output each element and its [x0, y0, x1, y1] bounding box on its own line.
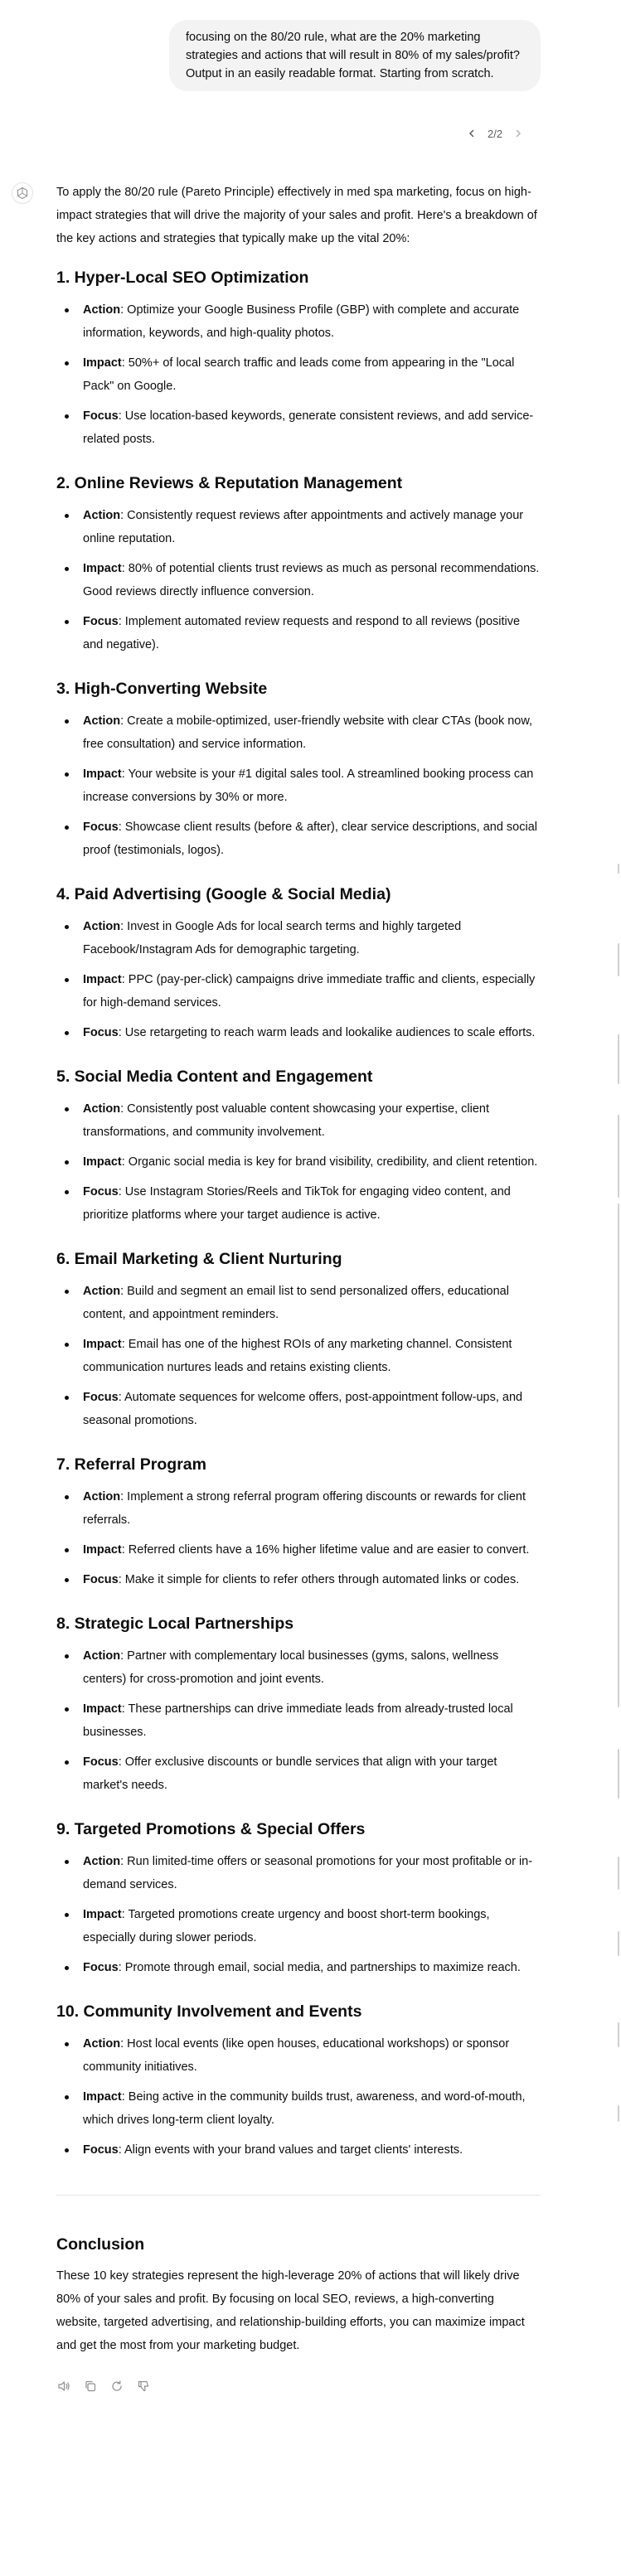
list-item — [56, 504, 541, 550]
item-label: Focus — [83, 1391, 119, 1404]
item-text: : Optimize your Google Business Profile (GBP) with complete and accurate information, keywords, and high-quality photos. — [83, 303, 520, 340]
list-item — [56, 1956, 541, 1979]
item-label: Action — [83, 1490, 121, 1503]
item-text: : Use Instagram Stories/Reels and TikTok for engaging video content, and prioritize platforms where your target audience is active. — [83, 1185, 511, 1222]
list-item — [56, 557, 541, 603]
assistant-logo-icon — [12, 182, 33, 204]
item-label: Impact — [83, 1908, 122, 1921]
item-text: : Use location-based keywords, generate consistent reviews, and add service-related posts. — [83, 409, 534, 446]
item-text: : Consistently request reviews after appointments and actively manage your online reputation. — [83, 509, 524, 545]
item-label: Action — [83, 1102, 121, 1116]
item-text: : 80% of potential clients trust reviews as much as personal recommendations. Good reviews directly influence conversion. — [83, 562, 540, 598]
chevron-left-icon[interactable] — [464, 126, 479, 141]
item-label: Impact — [83, 767, 122, 781]
strategy-section — [56, 1818, 541, 1979]
item-label: Focus — [83, 1573, 119, 1586]
item-text: : Consistently post valuable content showcasing your expertise, client transformations, and community involvement. — [83, 1102, 490, 1139]
item-text: : Make it simple for clients to refer others through automated links or codes. — [118, 1573, 520, 1586]
list-item — [56, 968, 541, 1014]
bullet-list — [56, 2032, 541, 2162]
item-text: : Promote through email, social media, and partnerships to maximize reach. — [118, 1961, 521, 1974]
item-text: : Partner with complementary local businesses (gyms, salons, wellness centers) for cross-promotion and joint events. — [83, 1649, 499, 1686]
list-item — [56, 1750, 541, 1797]
list-item — [56, 1150, 541, 1174]
item-text: : PPC (pay-per-click) campaigns drive immediate traffic and clients, especially for high-demand services. — [83, 973, 536, 1010]
item-label: Action — [83, 714, 121, 728]
list-item — [56, 816, 541, 862]
bullet-list — [56, 1644, 541, 1797]
bullet-list — [56, 1097, 541, 1227]
strategy-section — [56, 267, 541, 451]
item-label: Focus — [83, 1185, 119, 1198]
item-label: Impact — [83, 356, 122, 370]
strategy-section — [56, 1613, 541, 1797]
item-text: : Implement automated review requests and respond to all reviews (positive and negative). — [83, 615, 521, 651]
item-text: : Use retargeting to reach warm leads and lookalike audiences to scale efforts. — [118, 1026, 536, 1039]
bullet-list — [56, 1850, 541, 1979]
strategy-sections — [56, 267, 541, 2162]
item-label: Action — [83, 509, 121, 522]
bullet-list — [56, 915, 541, 1044]
strategy-section — [56, 678, 541, 862]
response-pager — [464, 126, 526, 141]
scroll-position-markers[interactable] — [614, 0, 621, 2576]
conclusion-text: These 10 key strategies represent the high-leverage 20% of actions that will likely drive 80% of your sales and profit. By focusing on local SEO, reviews, a high-converting website, targeted advertising, and relationship-building efforts, you can maximize impact and get the most from your marketing budget. — [56, 2269, 525, 2352]
bullet-list — [56, 504, 541, 656]
item-label: Focus — [83, 615, 119, 628]
item-text: : These partnerships can drive immediate leads from already-trusted local businesses. — [83, 1702, 513, 1739]
list-item — [56, 709, 541, 756]
bullet-list — [56, 709, 541, 862]
conclusion-title: Conclusion — [56, 2235, 145, 2254]
strategy-section — [56, 2001, 541, 2162]
list-item — [56, 1697, 541, 1744]
item-label: Impact — [83, 1338, 122, 1351]
list-item — [56, 1333, 541, 1379]
list-item — [56, 1097, 541, 1144]
read-aloud-icon[interactable] — [56, 2379, 71, 2394]
message-actions — [56, 2379, 541, 2394]
item-text: : Showcase client results (before & after), clear service descriptions, and social proof (testimonials, logos). — [83, 821, 538, 857]
item-label: Action — [83, 303, 121, 317]
pager-label: 2/2 — [488, 127, 503, 140]
strategy-section — [56, 472, 541, 656]
item-text: : Offer exclusive discounts or bundle services that align with your target market's needs. — [83, 1755, 497, 1792]
item-label: Impact — [83, 1543, 122, 1557]
list-item — [56, 404, 541, 451]
item-label: Impact — [83, 562, 122, 575]
assistant-response — [56, 181, 541, 2394]
item-label: Action — [83, 1855, 121, 1868]
item-text: : Being active in the community builds trust, awareness, and word-of-mouth, which drives long-term client loyalty. — [83, 2090, 526, 2127]
section-heading: 2. Online Reviews & Reputation Management — [56, 474, 403, 492]
item-label: Impact — [83, 973, 122, 986]
list-item — [56, 1180, 541, 1227]
thumbs-down-icon[interactable] — [136, 2379, 151, 2394]
list-item — [56, 1485, 541, 1532]
strategy-section — [56, 884, 541, 1044]
item-text: : Invest in Google Ads for local search terms and highly targeted Facebook/Instagram Ads for demographic targeting. — [83, 920, 462, 956]
bullet-list — [56, 1280, 541, 1432]
item-label: Impact — [83, 2090, 122, 2104]
list-item — [56, 298, 541, 345]
item-text: : Run limited-time offers or seasonal promotions for your most profitable or in-demand services. — [83, 1855, 533, 1891]
copy-icon[interactable] — [83, 2379, 98, 2394]
bullet-list — [56, 1485, 541, 1591]
item-label: Action — [83, 1649, 121, 1663]
section-heading: 9. Targeted Promotions & Special Offers — [56, 1820, 366, 1838]
list-item — [56, 763, 541, 809]
item-text: : Targeted promotions create urgency and boost short-term bookings, especially during slower periods. — [83, 1908, 490, 1944]
item-text: : Implement a strong referral program offering discounts or rewards for client referrals. — [83, 1490, 526, 1527]
item-text: : 50%+ of local search traffic and leads come from appearing in the "Local Pack" on Google. — [83, 356, 515, 393]
list-item — [56, 1850, 541, 1896]
section-heading: 5. Social Media Content and Engagement — [56, 1068, 373, 1086]
section-heading: 8. Strategic Local Partnerships — [56, 1615, 294, 1633]
item-label: Focus — [83, 1026, 119, 1039]
item-text: : Align events with your brand values and target clients' interests. — [118, 2143, 463, 2157]
list-item — [56, 1644, 541, 1691]
user-message-text: focusing on the 80/20 rule, what are the 20% marketing strategies and actions that will result in 80% of my sales/profit? Output in an easily readable format. Starting from scratch. — [186, 31, 520, 80]
item-text: : Build and segment an email list to send personalized offers, educational content, and appointment reminders. — [83, 1285, 509, 1321]
bullet-list — [56, 298, 541, 451]
user-message-bubble — [169, 20, 541, 91]
list-item — [56, 351, 541, 398]
intro-paragraph: To apply the 80/20 rule (Pareto Principle) effectively in med spa marketing, focus on high-impact strategies that will drive the majority of your sales and profit. Here's a breakdown of the key actions and strategies that typically make up the vital 20%: — [56, 186, 537, 245]
item-text: : Organic social media is key for brand visibility, credibility, and client retention. — [121, 1155, 538, 1169]
item-label: Focus — [83, 1755, 119, 1769]
list-item — [56, 1386, 541, 1432]
section-heading: 4. Paid Advertising (Google & Social Media) — [56, 885, 391, 903]
item-label: Impact — [83, 1155, 122, 1169]
conclusion-section — [56, 2235, 541, 2357]
regenerate-icon[interactable] — [109, 2379, 124, 2394]
strategy-section — [56, 1066, 541, 1227]
item-label: Action — [83, 2037, 121, 2051]
item-text: : Host local events (like open houses, educational workshops) or sponsor community initiatives. — [83, 2037, 510, 2074]
item-label: Impact — [83, 1702, 122, 1716]
list-item — [56, 2138, 541, 2162]
item-text: : Create a mobile-optimized, user-friendly website with clear CTAs (book now, free consultation) and service information. — [83, 714, 533, 751]
list-item — [56, 1021, 541, 1044]
list-item — [56, 1280, 541, 1326]
list-item — [56, 610, 541, 656]
item-label: Focus — [83, 409, 119, 423]
item-label: Action — [83, 920, 121, 933]
item-label: Focus — [83, 821, 119, 834]
strategy-section — [56, 1248, 541, 1432]
item-text: : Email has one of the highest ROIs of any marketing channel. Consistent communication nurtures leads and retains existing clients. — [83, 1338, 512, 1374]
section-heading: 6. Email Marketing & Client Nurturing — [56, 1250, 342, 1268]
section-heading: 7. Referral Program — [56, 1455, 206, 1474]
item-label: Action — [83, 1285, 121, 1298]
list-item — [56, 1568, 541, 1591]
list-item — [56, 2032, 541, 2079]
item-label: Focus — [83, 2143, 119, 2157]
list-item — [56, 2085, 541, 2132]
item-text: : Referred clients have a 16% higher lifetime value and are easier to convert. — [121, 1543, 530, 1557]
item-text: : Automate sequences for welcome offers, post-appointment follow-ups, and seasonal promotions. — [83, 1391, 523, 1427]
list-item — [56, 915, 541, 961]
divider — [56, 2195, 541, 2196]
chevron-right-icon[interactable] — [511, 126, 526, 141]
list-item — [56, 1903, 541, 1949]
section-heading: 3. High-Converting Website — [56, 680, 268, 698]
strategy-section — [56, 1454, 541, 1591]
list-item — [56, 1538, 541, 1562]
item-text: : Your website is your #1 digital sales tool. A streamlined booking process can increase conversions by 30% or more. — [83, 767, 534, 804]
section-heading: 10. Community Involvement and Events — [56, 2002, 362, 2021]
item-label: Focus — [83, 1961, 119, 1974]
section-heading: 1. Hyper-Local SEO Optimization — [56, 269, 309, 287]
